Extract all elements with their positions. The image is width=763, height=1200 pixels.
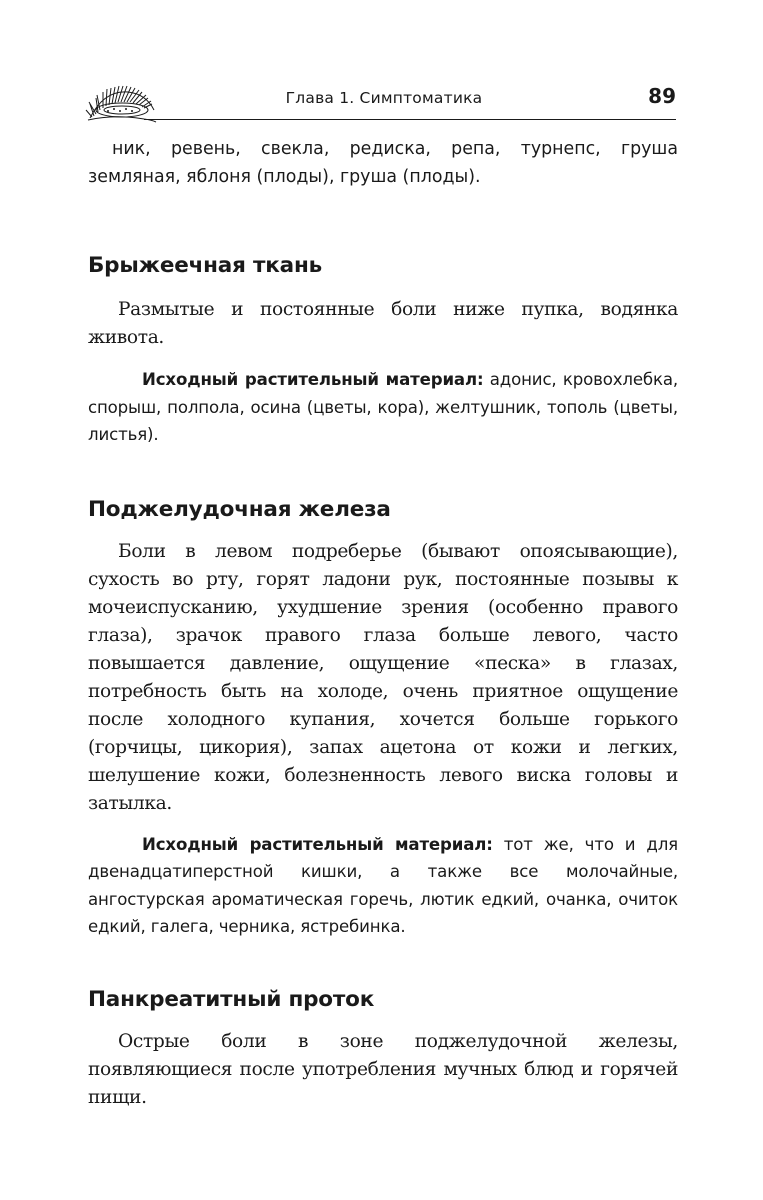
- chapter-title: Глава 1. Симптоматика: [285, 89, 483, 107]
- material-label: Исходный растительный материал:: [142, 370, 484, 389]
- section-title: Панкреатитный проток: [88, 986, 375, 1012]
- material-paragraph: [88, 366, 678, 449]
- page-number: 89: [648, 84, 676, 108]
- header-rule: [144, 119, 676, 120]
- section-body: Боли в левом подреберье (бывают опоясывающие), сухость во рту, горят ладони рук, постоянные позывы к мочеиспусканию, ухудшение зрения (особенно правого глаза), зрачок правого глаза больше левого, часто повышается давление, ощущение «песка» в глазах, потребность быть на холоде, очень приятное ощущение после холодного купания, хочется больше горького (горчицы, цикория), запах ацетона от кожи и легких, шелушение кожи, болезненность левого виска головы и затылка.: [88, 540, 678, 814]
- material-text: адонис, кровохлебка, спорыш, полпола, осина (цветы, кора), желтушник, тополь (цветы, листья).: [88, 370, 679, 444]
- section-title: Брыжеечная ткань: [88, 253, 323, 278]
- section-body: Острые боли в зоне поджелудочной железы, появляющиеся после употребления мучных блюд и горячей пищи.: [88, 1030, 678, 1108]
- section-body: Размытые и постоянные боли ниже пупка, водянка живота.: [88, 299, 678, 348]
- material-paragraph: [88, 831, 678, 941]
- material-text: тот же, что и для двенадцатиперстной кишки, а также все молочайные, ангостурская ароматическая горечь, лютик едкий, очанка, очиток едкий, галега, черника, ястребинка.: [88, 834, 678, 936]
- section-title: Поджелудочная железа: [88, 496, 391, 522]
- page-content: [88, 135, 678, 1112]
- material-label: Исходный растительный материал:: [142, 834, 493, 854]
- continued-paragraph: ник, ревень, свекла, редиска, репа, турнепс, груша земляная, яблоня (плоды), груша (плоды).: [88, 139, 678, 187]
- running-header: [84, 70, 684, 126]
